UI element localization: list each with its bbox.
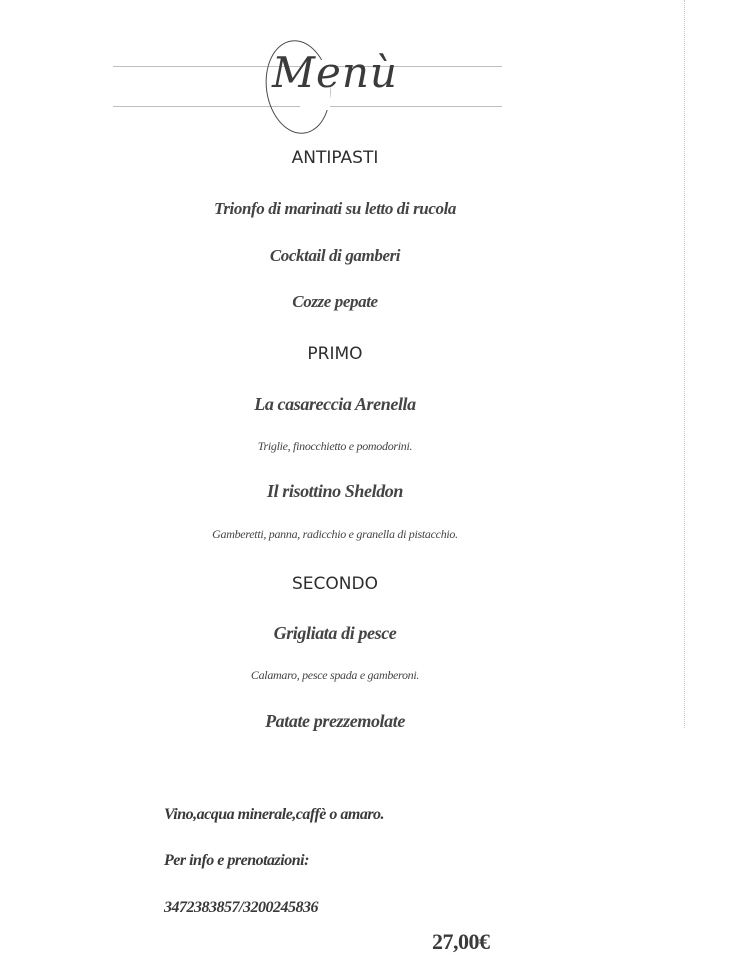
- dish-description: Calamaro, pesce spada e gamberoni.: [250, 668, 420, 682]
- dish-description: Gamberetti, panna, radicchio e granella di pistacchio.: [212, 527, 458, 541]
- menu-price: 27,00€: [432, 929, 490, 954]
- dish-item: La casareccia Arenella: [254, 394, 416, 414]
- included-note: Vino,acqua minerale,caffè o amaro.: [164, 806, 385, 823]
- dish-item: Trionfo di marinati su letto di rucola: [213, 199, 457, 218]
- dish-description: Triglie, finocchietto e pomodorini.: [257, 439, 413, 453]
- section-primo-heading: PRIMO: [307, 344, 363, 364]
- dish-item: Il risottino Sheldon: [266, 481, 404, 501]
- page-border: [684, 0, 685, 728]
- dish-item: Patate prezzemolate: [265, 711, 405, 731]
- dish-item: Cocktail di gamberi: [269, 246, 401, 265]
- section-antipasti-heading: ANTIPASTI: [291, 148, 379, 168]
- phone-numbers: 3472383857/3200245836: [164, 899, 318, 916]
- dish-item: Cozze pepate: [292, 292, 378, 311]
- info-label: Per info e prenotazioni:: [164, 852, 309, 869]
- section-secondo-heading: SECONDO: [292, 574, 378, 594]
- menu-title: Menù: [272, 48, 398, 97]
- dish-item: Grigliata di pesce: [273, 623, 397, 643]
